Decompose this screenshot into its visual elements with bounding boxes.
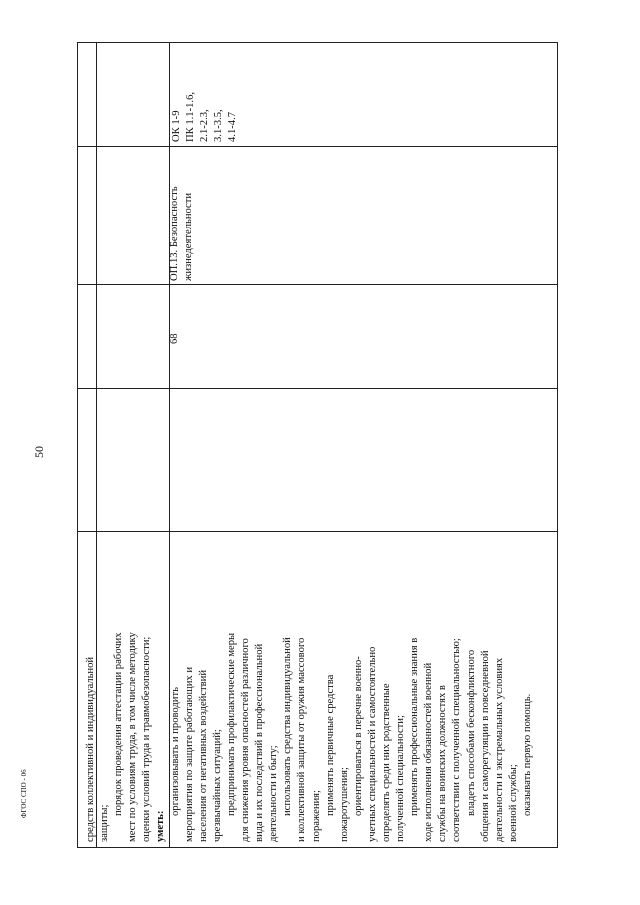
content-line: оценки условий труда и травмобезопасности; xyxy=(141,636,153,842)
content-cell xyxy=(84,536,552,842)
content-line: пожаротушения; xyxy=(338,767,350,842)
content-line: применять первичные средства xyxy=(324,674,336,816)
discipline-line-2: жизнедеятельности xyxy=(183,192,195,281)
content-line: общения и саморегуляции в повседневной xyxy=(479,650,491,842)
hours-value: 68 xyxy=(169,333,180,344)
content-line: ориентироваться в перечне военно- xyxy=(352,656,364,816)
table-border-left xyxy=(77,42,78,848)
competency-line-4: 3.1-3.5, xyxy=(213,109,225,142)
table-col-divider-2 xyxy=(77,284,558,285)
discipline-line-1: ОП.13. Безопасность xyxy=(169,186,180,281)
content-line: службы на воинских должностях в xyxy=(437,685,449,842)
table-col-divider-4 xyxy=(77,531,558,532)
content-line: организовывать и проводить xyxy=(169,687,181,816)
content-line: для снижения уровня опасностей различного xyxy=(240,638,252,842)
content-line: использовать средства индивидуальной xyxy=(282,637,294,816)
content-line: учетных специальностей и самостоятельно xyxy=(366,646,378,842)
content-line: населения от негативных воздействий xyxy=(197,669,209,842)
table-border-top xyxy=(77,42,558,43)
table-col-divider-1 xyxy=(77,146,558,147)
content-line: порядок проведения аттестации рабочих xyxy=(113,632,125,816)
content-line: определять среди них родственные xyxy=(380,683,392,842)
competencies-cell xyxy=(170,46,250,142)
content-line: оказывать первую помощь. xyxy=(521,693,533,816)
content-line: предпринимать профилактические меры xyxy=(225,632,237,816)
page-number: 50 xyxy=(32,446,46,458)
content-line: полученной специальности; xyxy=(395,715,407,842)
content-line: ходе исполнения обязанностей военной xyxy=(423,662,435,842)
content-line: средств коллективной и индивидуальной xyxy=(85,656,96,842)
content-line: применять профессиональные знания в xyxy=(409,637,421,816)
competency-line-3: 2.1-2.3, xyxy=(199,109,211,142)
content-line: деятельности и быту; xyxy=(268,745,280,842)
competency-line-1: ОК 1-9 xyxy=(171,110,182,142)
content-line: мест по условиям труда, в том числе методику xyxy=(127,632,139,842)
content-line: защиты; xyxy=(99,804,111,842)
content-line: военной службы; xyxy=(507,764,519,842)
hours-cell xyxy=(168,304,188,344)
content-line: вида и их последствий в профессиональной xyxy=(254,643,266,842)
table-border-bottom xyxy=(77,847,558,848)
footer: ФГОС СПО - 06 xyxy=(20,769,28,818)
content-line: соответствии с полученной специальностью; xyxy=(451,638,463,842)
content-line: владеть способами бесконфликтного xyxy=(465,649,477,816)
content-line: чрезвычайных ситуаций; xyxy=(211,729,223,842)
content-line: уметь: xyxy=(155,810,167,842)
competency-line-2: ПК 1.1-1.6, xyxy=(185,91,197,142)
discipline-cell xyxy=(168,149,208,281)
content-line: мероприятия по защите работающих и xyxy=(183,667,195,842)
table-col-divider-3 xyxy=(77,388,558,389)
content-line: деятельности и экстремальных условиях xyxy=(493,657,505,842)
competency-line-5: 4.1-4.7 xyxy=(227,111,239,142)
table-border-right xyxy=(557,42,558,848)
content-line: поражения; xyxy=(310,789,322,842)
content-line: и коллективной защиты от оружия массового xyxy=(296,637,308,842)
